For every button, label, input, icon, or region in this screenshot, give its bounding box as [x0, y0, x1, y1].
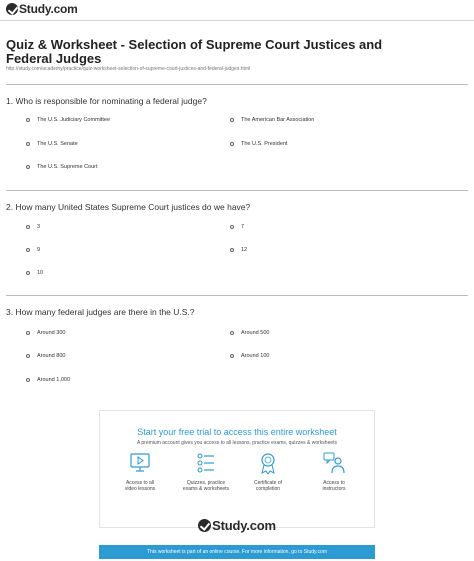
promo-subline: A premium account gives you access to all lessons, practice exams, quizzes & worksheets	[136, 440, 338, 446]
radio-button[interactable]	[26, 378, 30, 382]
radio-button[interactable]	[230, 142, 234, 146]
free-trial-promo[interactable]	[99, 410, 375, 533]
answer-label: 3	[37, 224, 41, 230]
page-title: Quiz & Worksheet - Selection of Supreme Court Justices and Federal Judges	[6, 37, 383, 66]
answer-label: Around 300	[37, 330, 66, 336]
answer-label: Around 100	[241, 353, 270, 359]
answer-option[interactable]	[26, 164, 98, 170]
banner-text: This worksheet is part of an online course. For more information, go to Study.com	[147, 549, 327, 555]
radio-button[interactable]	[26, 354, 30, 358]
checkmark-logo-icon	[198, 519, 211, 532]
radio-button[interactable]	[230, 118, 234, 122]
radio-button[interactable]	[230, 354, 234, 358]
feature-label: Access to all	[125, 480, 155, 486]
feature-quizzes	[176, 451, 236, 492]
radio-button[interactable]	[26, 248, 30, 252]
answer-label: 9	[37, 247, 41, 253]
radio-button[interactable]	[26, 331, 30, 335]
radio-button[interactable]	[26, 118, 30, 122]
instructor-icon	[323, 451, 345, 475]
answer-option[interactable]	[230, 224, 244, 230]
page-url: http://study.com/academy/practice/quiz-worksheet-selection-of-supreme-court-justices-and-federal-judges.html	[6, 66, 251, 72]
question-1: 1. Who is responsible for nominating a federal judge?	[6, 96, 207, 106]
certificate-icon	[257, 451, 279, 475]
answer-option[interactable]	[230, 247, 247, 253]
online-course-banner[interactable]	[99, 545, 375, 559]
radio-button[interactable]	[26, 142, 30, 146]
answer-label: Around 800	[37, 353, 66, 359]
answer-option[interactable]	[26, 247, 40, 253]
answer-option[interactable]	[26, 117, 110, 123]
feature-label: video lessons	[124, 486, 156, 492]
answer-option[interactable]	[26, 141, 78, 147]
feature-label: completion	[255, 486, 281, 492]
question-3: 3. How many federal judges are there in the U.S.?	[6, 307, 195, 317]
answer-option[interactable]	[26, 330, 65, 336]
answer-label: Around 500	[241, 330, 270, 336]
study-logo[interactable]	[6, 2, 78, 16]
radio-button[interactable]	[230, 331, 234, 335]
promo-headline: Start your free trial to access this entire worksheet	[137, 427, 337, 437]
site-header	[0, 0, 474, 20]
answer-option[interactable]	[26, 270, 43, 276]
answer-label: The U.S. Judiciary Committee	[37, 117, 111, 123]
feature-label: Quizzes, practice	[186, 480, 226, 486]
checkmark-logo-icon	[6, 3, 18, 15]
logo-text: Study.com	[19, 2, 78, 16]
answer-option[interactable]	[26, 353, 65, 359]
answer-option[interactable]	[26, 224, 40, 230]
checklist-icon	[195, 451, 217, 475]
answer-label: The American Bar Association	[241, 117, 315, 123]
answer-label: The U.S. President	[241, 141, 288, 147]
radio-button[interactable]	[230, 225, 234, 229]
answer-label: The U.S. Supreme Court	[37, 164, 98, 170]
radio-button[interactable]	[230, 248, 234, 252]
answer-label: 10	[37, 270, 44, 276]
radio-button[interactable]	[26, 271, 30, 275]
answer-label: 7	[241, 224, 245, 230]
radio-button[interactable]	[26, 225, 30, 229]
answer-option[interactable]	[230, 117, 314, 123]
question-divider	[6, 295, 468, 296]
feature-label: instructors	[322, 486, 346, 492]
feature-certificate	[238, 451, 298, 492]
header-divider	[0, 20, 474, 21]
promo-logo-text: Study.com	[212, 518, 276, 533]
feature-label: exams & worksheets	[182, 486, 230, 492]
title-divider	[6, 84, 468, 85]
feature-instructors	[304, 451, 364, 492]
answer-option[interactable]	[26, 377, 70, 383]
answer-option[interactable]	[230, 141, 287, 147]
feature-video-lessons	[110, 451, 170, 492]
answer-label: Around 1,000	[37, 377, 71, 383]
video-lesson-icon	[129, 451, 151, 475]
answer-label: 12	[241, 247, 248, 253]
answer-label: The U.S. Senate	[37, 141, 78, 147]
answer-option[interactable]	[230, 330, 269, 336]
question-divider	[6, 190, 468, 191]
question-2: 2. How many United States Supreme Court justices do we have?	[6, 202, 251, 212]
feature-label: Access to	[323, 480, 345, 486]
feature-label: Certificate of	[253, 480, 283, 486]
promo-study-logo[interactable]	[100, 518, 374, 533]
answer-option[interactable]	[230, 353, 269, 359]
radio-button[interactable]	[26, 165, 30, 169]
